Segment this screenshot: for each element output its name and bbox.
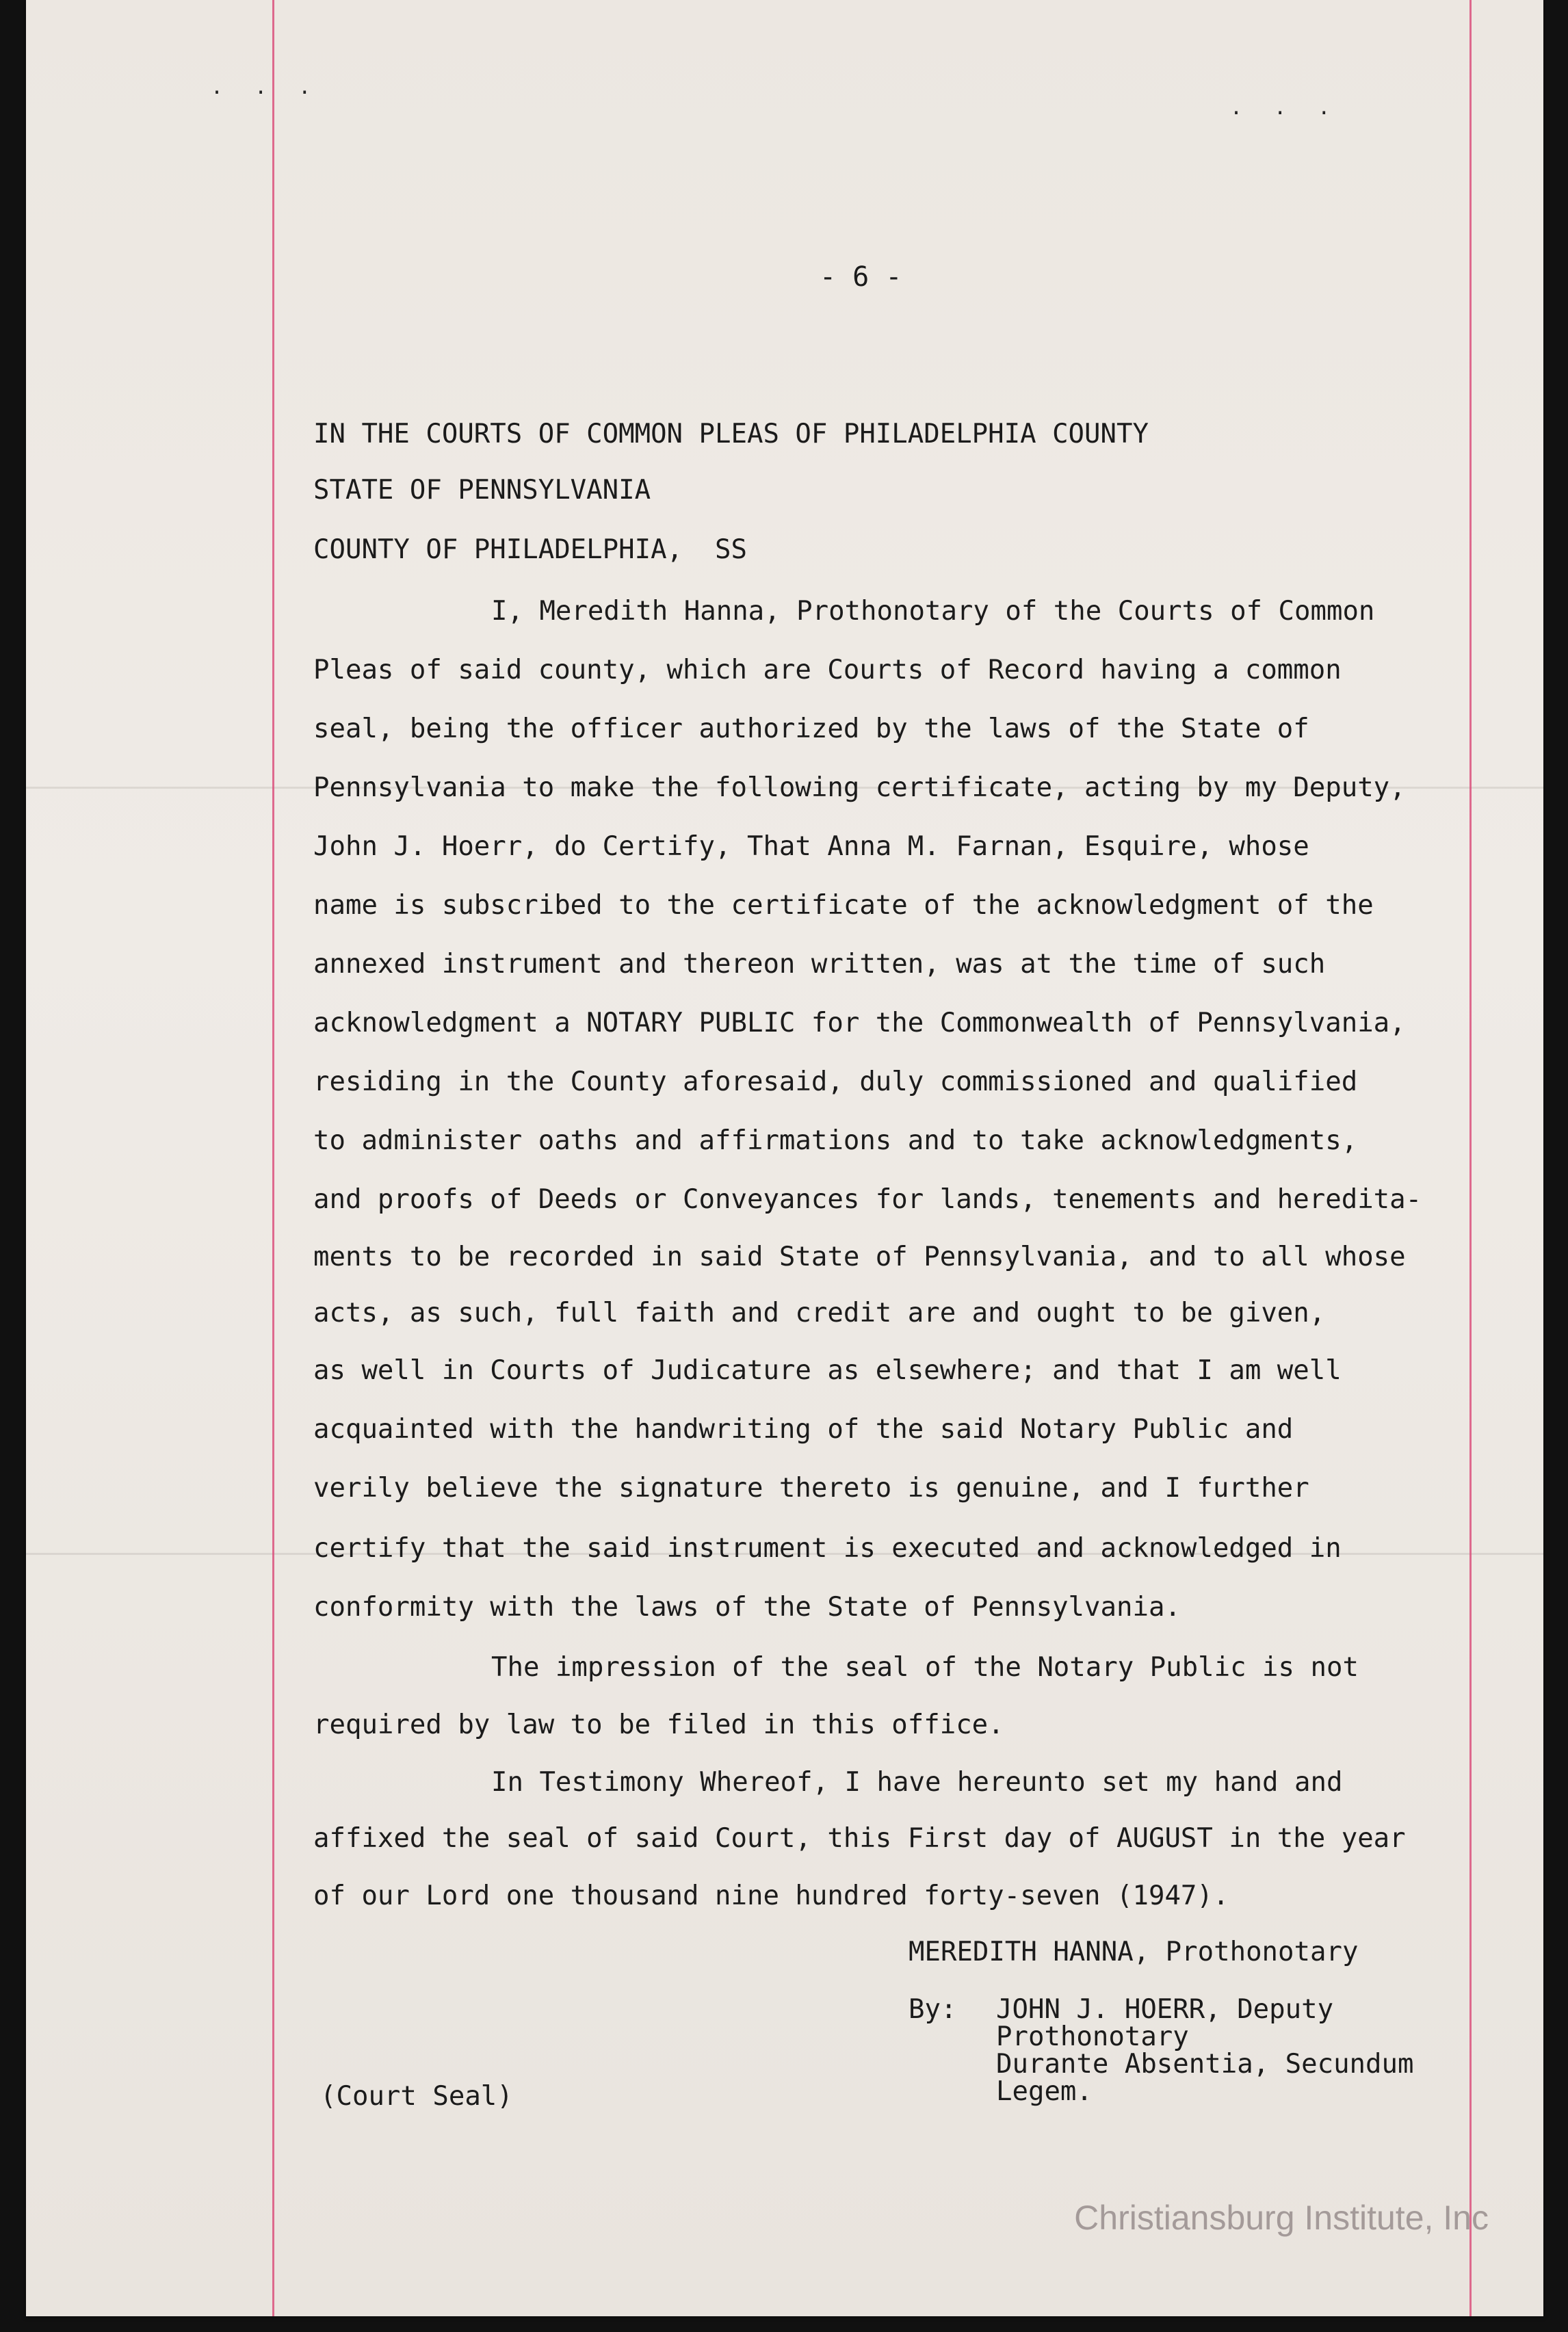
- signature-deputy-line: JOHN J. HOERR, Deputy: [996, 1994, 1334, 2025]
- document-page: [26, 0, 1543, 2316]
- body-line: to administer oaths and affirmations and to take acknowledgments,: [313, 1125, 1358, 1156]
- body-line: residing in the County aforesaid, duly commissioned and qualified: [313, 1066, 1358, 1097]
- body-line: acquainted with the handwriting of the said Notary Public and: [313, 1414, 1294, 1445]
- body-line: certify that the said instrument is executed and acknowledged in: [313, 1533, 1342, 1564]
- body-line: ments to be recorded in said State of Pennsylvania, and to all whose: [313, 1242, 1406, 1272]
- body-line: of our Lord one thousand nine hundred forty-seven (1947).: [313, 1881, 1229, 1911]
- body-line: The impression of the seal of the Notary Public is not: [491, 1652, 1359, 1683]
- caption-county: COUNTY OF PHILADELPHIA, SS: [313, 534, 747, 565]
- caption-state: STATE OF PENNSYLVANIA: [313, 475, 651, 506]
- caption-court: IN THE COURTS OF COMMON PLEAS OF PHILADELPHIA COUNTY: [313, 419, 1149, 449]
- body-line: annexed instrument and thereon written, was at the time of such: [313, 949, 1326, 980]
- signature-by-label: By:: [909, 1994, 957, 2025]
- signature-deputy-line: Durante Absentia, Secundum: [996, 2049, 1414, 2080]
- left-margin-line: [272, 0, 274, 2316]
- body-line: conformity with the laws of the State of Pennsylvania.: [313, 1592, 1181, 1623]
- top-right-punch-marks: . . .: [1230, 96, 1340, 120]
- body-line: Pleas of said county, which are Courts of Record having a common: [313, 655, 1342, 685]
- body-line: John J. Hoerr, do Certify, That Anna M. Farnan, Esquire, whose: [313, 831, 1309, 862]
- body-line: In Testimony Whereof, I have hereunto set my hand and: [491, 1767, 1343, 1798]
- page-number: - 6 -: [820, 261, 902, 293]
- signature-name: MEREDITH HANNA, Prothonotary: [909, 1937, 1359, 1967]
- signature-deputy-line: Prothonotary: [996, 2021, 1189, 2052]
- court-seal-note: (Court Seal): [320, 2081, 513, 2112]
- top-left-punch-marks: . . .: [211, 75, 321, 99]
- right-margin-line: [1469, 0, 1472, 2316]
- body-line: I, Meredith Hanna, Prothonotary of the Courts of Common: [491, 596, 1375, 627]
- body-line: acknowledgment a NOTARY PUBLIC for the Commonwealth of Pennsylvania,: [313, 1008, 1406, 1038]
- body-line: required by law to be filed in this office.: [313, 1709, 1004, 1740]
- body-line: name is subscribed to the certificate of the acknowledgment of the: [313, 890, 1374, 921]
- body-line: and proofs of Deeds or Conveyances for lands, tenements and heredita-: [313, 1184, 1422, 1215]
- body-line: acts, as such, full faith and credit are and ought to be given,: [313, 1298, 1326, 1328]
- body-line: Pennsylvania to make the following certificate, acting by my Deputy,: [313, 772, 1406, 803]
- body-line: verily believe the signature thereto is genuine, and I further: [313, 1473, 1309, 1504]
- signature-deputy-line: Legem.: [996, 2076, 1093, 2107]
- body-line: affixed the seal of said Court, this First day of AUGUST in the year: [313, 1823, 1406, 1854]
- body-line: as well in Courts of Judicature as elsewhere; and that I am well: [313, 1355, 1342, 1386]
- watermark-text: Christiansburg Institute, Inc: [1074, 2199, 1489, 2237]
- body-line: seal, being the officer authorized by the laws of the State of: [313, 713, 1309, 744]
